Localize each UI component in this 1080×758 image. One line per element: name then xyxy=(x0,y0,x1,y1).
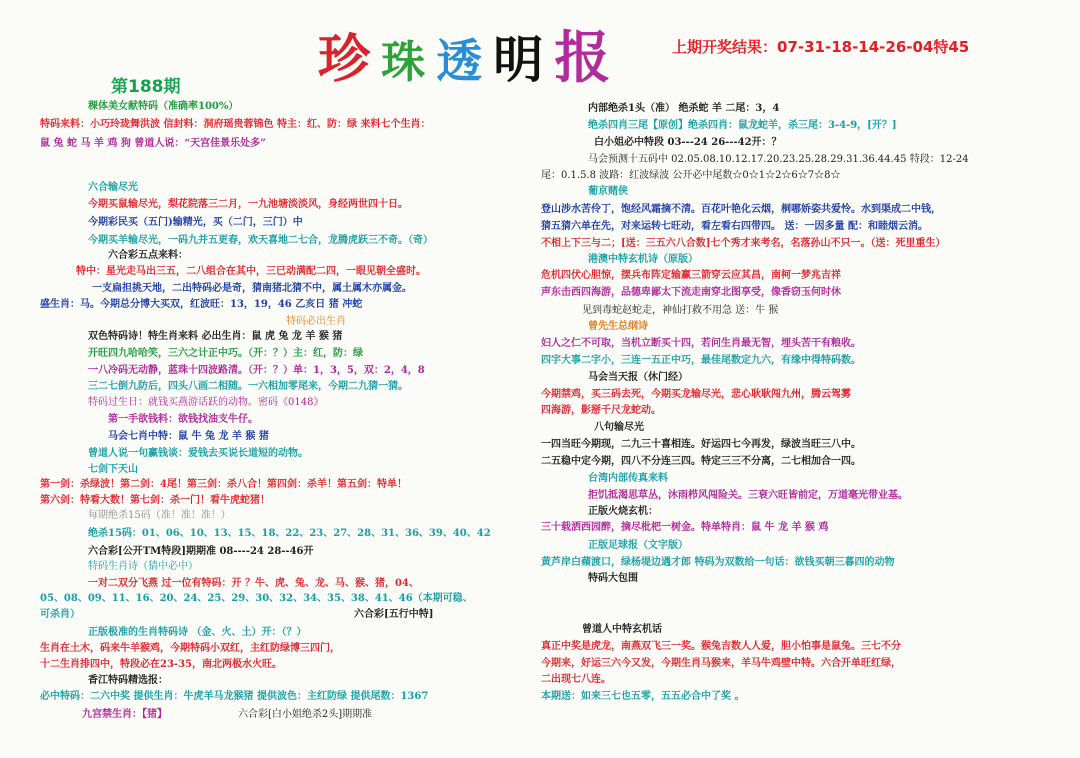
left-line: 今期买鼠输尽光，梨花院落三二月，一九池塘淡淡风，身经两世四十日。 xyxy=(88,199,408,210)
left-line: 六合彩五点来料： xyxy=(108,250,188,261)
last-result: 上期开奖结果：07-31-18-14-26-04特45 xyxy=(672,38,970,56)
right-line: 本期送：如来三七也五零，五五必合中了奖 。 xyxy=(541,691,745,702)
right-line: 三十载洒西园醉，摘尽枇杷一树金。特单特肖：鼠 牛 龙 羊 猴 鸡 xyxy=(541,522,829,533)
left-line: 一八冷码无动静，蓝珠十四波路清。（开：？）单：1，3，5，双：2，4，8 xyxy=(88,365,425,376)
right-line: 真正中奖是虎龙，南燕双飞三一奖。猴兔吉数人人爱，胆小怕事是鼠兔。三七不分 xyxy=(541,641,901,652)
left-line: 第一剑：杀绿波！第二剑：4尾！第三剑：杀八合！第四剑：杀羊！第五剑：特单！ xyxy=(40,479,407,490)
left-line: 每期绝杀15码（准！准！准！） xyxy=(88,510,231,521)
left-line: 六合彩[白小姐绝杀2头]期期准 xyxy=(238,709,373,720)
left-line: 双色特码诗！特生肖来料 必出生肖：鼠 虎 兔 龙 羊 猴 猪 xyxy=(88,331,343,342)
right-line: 曾道人中特玄机话 xyxy=(582,624,662,635)
title-char-2: 珠 xyxy=(381,37,426,88)
right-line: 不相上下三与二；[送：三五六八合数]七个秀才来考名，名落孙山不只一。（送：死里重生） xyxy=(541,238,946,249)
left-line: 特中：星光走马出三五，二八组合在其中，三已动满配二四，一眼见朝全盛时。 xyxy=(76,266,426,277)
left-line: 可杀肖） xyxy=(40,609,80,620)
left-line: 特码过生日：就钱买燕游话跃的动物。密码《0148》 xyxy=(88,397,324,408)
left-line: 一对二双分飞燕 过一位有特码：开 ？牛、虎、兔、龙、马、猴、猪，04、 xyxy=(88,578,419,589)
right-line: 妇人之仁不可取，当机立断买十四，若问生肖最无智，埋头苦干有粮收。 xyxy=(541,338,861,349)
left-line: 绝杀15码：01、06、10、13、15、18、22、23、27、28、31、36、39、40、42 xyxy=(88,528,491,539)
right-line: 正版足球报（文字版） xyxy=(588,540,688,551)
right-line: 葡京赌侠 xyxy=(588,186,628,197)
right-line: 绝杀四肖三尾【原创】绝杀四肖：鼠龙蛇羊，杀三尾：3-4-9，[开？] xyxy=(588,120,897,131)
right-line: 曾先生总纲诗 xyxy=(588,321,648,332)
left-line: 七剑下天山 xyxy=(88,464,138,475)
right-line: 二五稳中定今期，四八不分连三四。特定三三不分离，二七相加合一四。 xyxy=(541,456,861,467)
left-line: 特码必出生肖 xyxy=(286,316,346,327)
right-line: 白小姐必中特段 03---24 26---42开：？ xyxy=(594,137,782,148)
right-line: 马会预测十五码中 02.05.08.10.12.17.20.23.25.28.29.31.36.44.45 特段：12-24 xyxy=(588,154,969,165)
right-line: 马会当天报（休门经） xyxy=(588,372,688,383)
right-line: 四海游，影掰千尺龙蛇动。 xyxy=(541,405,661,416)
right-line: 一四当旺今期现，二九三十喜相连。好运四七今再发，绿波当旺三八中。 xyxy=(541,439,861,450)
right-line: 登山涉水苦伶丁，饱经风霜摘不清。百花叶艳化云烟，桐哪娇姿共爱怜。水到渠成二中钱， xyxy=(541,204,941,215)
left-line: 特码来料：小巧玲珑舞洪波 信封料：洞府瑶贵蓉锦色 特主：红、防：绿 来料七个生肖： xyxy=(40,119,431,130)
left-line: 生肖在土木，码来牛羊猴鸡，今期特码小双红，主红防绿博三四门， xyxy=(40,643,340,654)
left-line: 三二七倒九防后，四头八画二相随。一六相加零尾来，今期二九猜一猜。 xyxy=(88,381,408,392)
right-line: 尾：0.1.5.8 波路：红波绿波 公开必中尾数☆0☆1☆2☆6☆7☆8☆ xyxy=(541,170,841,181)
left-line: 盛生肖：马。今期总分博大买双，红波旺：13，19，46 乙亥日 猪 冲蛇 xyxy=(40,299,363,310)
title-char-3: 透 xyxy=(436,34,483,88)
title-char-1: 珍 xyxy=(318,29,371,90)
left-line: 曾道人说一句赢钱谈：爱钱去买说长道短的动物。 xyxy=(88,448,308,459)
right-line: 拒饥抵渴思草丛，沐雨栉风闯险关。三衰六旺皆前定，万道毫光带业基。 xyxy=(588,490,908,501)
right-line: 特码大包围 xyxy=(588,573,638,584)
left-line: 香江特码精选报： xyxy=(88,675,168,686)
right-line: 四字大事二字小，三连一五正中巧，最佳尾数定九六，有缘中得特码数。 xyxy=(541,355,861,366)
left-line: 第一手欲钱料：欲钱找油支牛仔。 xyxy=(108,414,258,425)
right-line: 危机四伏心胆惊，摆兵布阵定输赢三箭穿云应其昌，南柯一梦兆吉祥 xyxy=(541,270,841,281)
left-line: 马会七肖中特：鼠 牛 兔 龙 羊 猴 猪 xyxy=(108,431,269,442)
right-line: 正版火烧玄机： xyxy=(588,506,658,517)
right-line: 今期禁鸡，买三码去死，今期买龙输尽光，悲心耿耿闯九州，腾云驾雾 xyxy=(541,389,851,400)
masthead-title xyxy=(318,14,611,91)
right-line: 二出现七八连。 xyxy=(541,674,611,685)
right-line: 内部绝杀1头（准） 绝杀蛇 羊 二尾：3，4 xyxy=(588,103,780,114)
left-line: 第六剑：特看大数！第七剑：杀一门！看牛虎蛇猪！ xyxy=(40,495,270,506)
left-line: 05、08、09、11、16、20、24、25、29、30、32、34、35、38、41、46（本期可稳、 xyxy=(40,593,473,604)
left-line: 今期买羊输尽光，一码九并五更春，欢天喜地二七合，龙腾虎跃三不奇。（奇） xyxy=(88,235,433,246)
left-line: 六合输尽光 xyxy=(88,182,138,193)
right-line: 见到毒蛇赵蛇走，神仙打救不用急 送：牛 猴 xyxy=(582,305,779,316)
left-line: 必中特码：二六中奖 提供生肖：牛虎羊马龙猴猪 提供波色：主红防绿 提供尾数：1367 xyxy=(40,691,429,702)
right-line: 黄芦岸白蘋渡口，绿杨堤边遇才郎 特码为双数给一句话：欲钱买朝三暮四的动物 xyxy=(541,557,895,568)
title-char-5: 报 xyxy=(554,25,611,91)
left-line: 十二生肖排四中，特段必在23-35，南北两极水火旺。 xyxy=(40,659,282,670)
right-line: 八句输尽光 xyxy=(594,422,644,433)
left-line: 稞体美女献特码（准确率100%） xyxy=(88,101,239,112)
left-line: 九宫禁生肖：【猪】 xyxy=(82,709,167,720)
left-line: 今期彩民买（五门)输精光，买（二门，三门）中 xyxy=(88,217,303,228)
right-line: 猜五猜六单在先，对来运转七旺动，看左看右四带四。 送：一因多量 配：和睦烟云消。 xyxy=(541,221,928,232)
left-line: 特码生肖诗（猜中必中） xyxy=(88,561,198,572)
left-line: 一支扁担挑天地，二出特码必是奇，猜南猪北猜不中，属土属木亦属金。 xyxy=(92,283,412,294)
right-line: 今期来，好运三六今又发，今期生肖马猴来，羊马牛鸡壁中特。六合开单旺红绿， xyxy=(541,658,901,669)
left-line: 开旺四九哈哈笑，三六之计正中巧。（开：？）主：红，防：绿 xyxy=(88,348,363,359)
right-line: 台湾内部传真来料 xyxy=(588,473,668,484)
left-line: 正版极准的生肖特码诗 （金、火、土）开：（？） xyxy=(88,627,307,638)
right-line: 声东击西四海游，品德卑鄙太下流走南穿北图享受，像香窃玉何时休 xyxy=(541,287,841,298)
left-line: 鼠 兔 蛇 马 羊 鸡 狗 曾道人说：“天宫佳景乐处多” xyxy=(40,138,266,149)
left-line: 六合彩[五行中特] xyxy=(354,609,434,620)
left-line: 六合彩[公开TM特段]期期准 08----24 28--46开 xyxy=(88,546,314,557)
title-char-4: 明 xyxy=(493,30,544,89)
issue-number: 第188期 xyxy=(111,77,181,97)
right-line: 港澳中特玄机诗（原版） xyxy=(588,254,698,265)
